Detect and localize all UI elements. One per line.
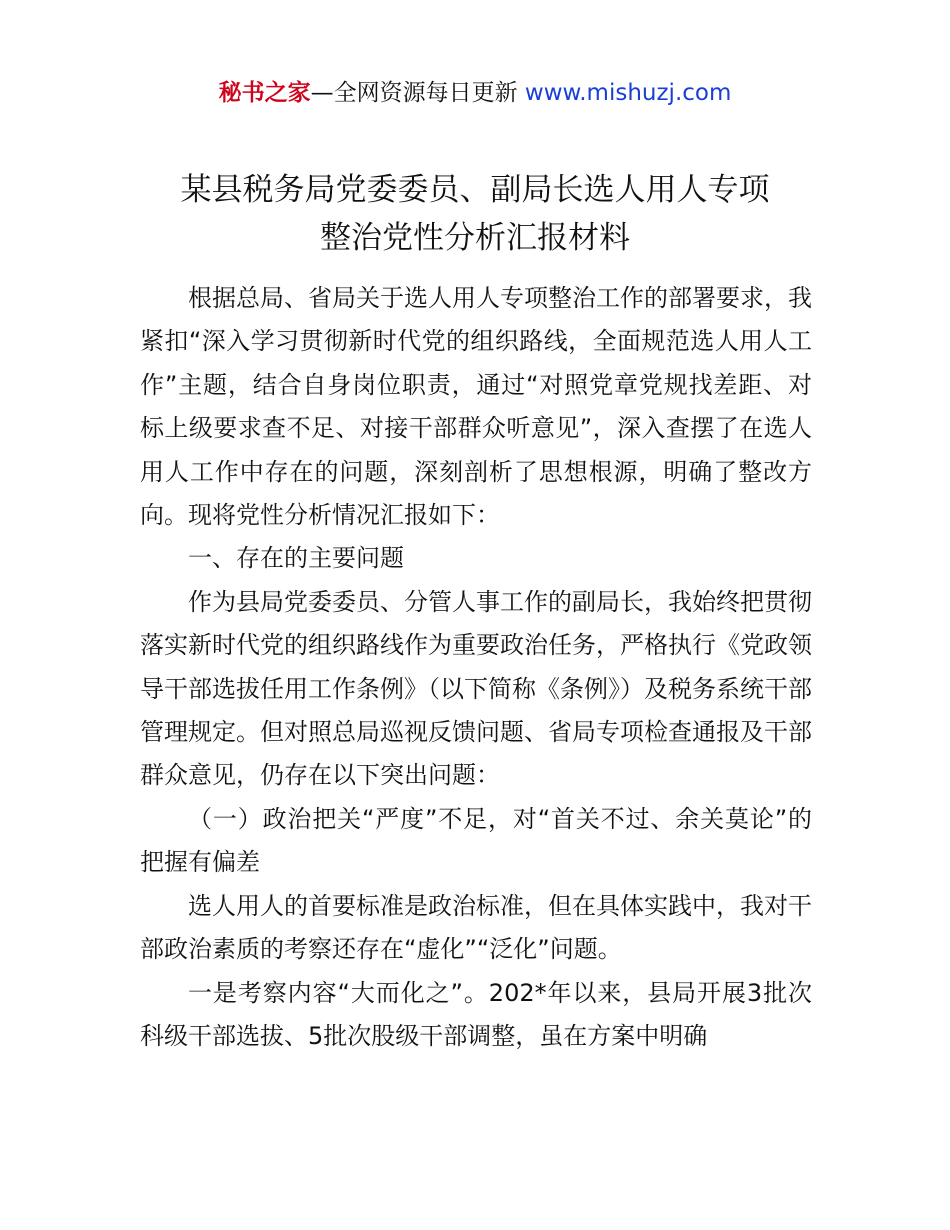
- paragraph-role: 作为县局党委委员、分管人事工作的副局长，我始终把贯彻落实新时代党的组织路线作为重要政治任务，严格执行《党政领导干部选拔任用工作条例》（以下简称《条例》）及税务系统干部管理规定。但对照总局巡视反馈问题、省局专项检查通报及干部群众意见，仍存在以下突出问题：: [140, 587, 812, 790]
- site-url-link[interactable]: www.mishuzj.com: [524, 80, 732, 106]
- site-header: [0, 76, 950, 110]
- document-body: [140, 277, 812, 1058]
- brand-name: 秘书之家: [218, 80, 311, 106]
- paragraph-point-1: 一是考察内容“大而化之”。202*年以来，县局开展3批次科级干部选拔、5批次股级干部调整，虽在方案中明确: [140, 978, 812, 1050]
- paragraph-political-standard: 选人用人的首要标准是政治标准，但在具体实践中，我对干部政治素质的考察还存在“虚化”“泛化”问题。: [140, 891, 812, 964]
- subsection-heading-1: （一）政治把关“严度”不足，对“首关不过、余关莫论”的把握有偏差: [140, 804, 812, 877]
- paragraph-intro: 根据总局、省局关于选人用人专项整治工作的部署要求，我紧扣“深入学习贯彻新时代党的组织路线，全面规范选人用人工作”主题，结合自身岗位职责，通过“对照党章党规找差距、对标上级要求查不足、对接干部群众听意见”，深入查摆了在选人用人工作中存在的问题，深刻剖析了思想根源，明确了整改方向。现将党性分析情况汇报如下：: [140, 284, 812, 530]
- section-heading-1: 一、存在的主要问题: [188, 544, 404, 573]
- title-line-1: 某县税务局党委委员、副局长选人用人专项: [180, 172, 770, 208]
- site-tagline: —全网资源每日更新: [310, 80, 525, 106]
- document-title: [0, 166, 950, 262]
- title-line-2: 整治党性分析汇报材料: [320, 220, 630, 256]
